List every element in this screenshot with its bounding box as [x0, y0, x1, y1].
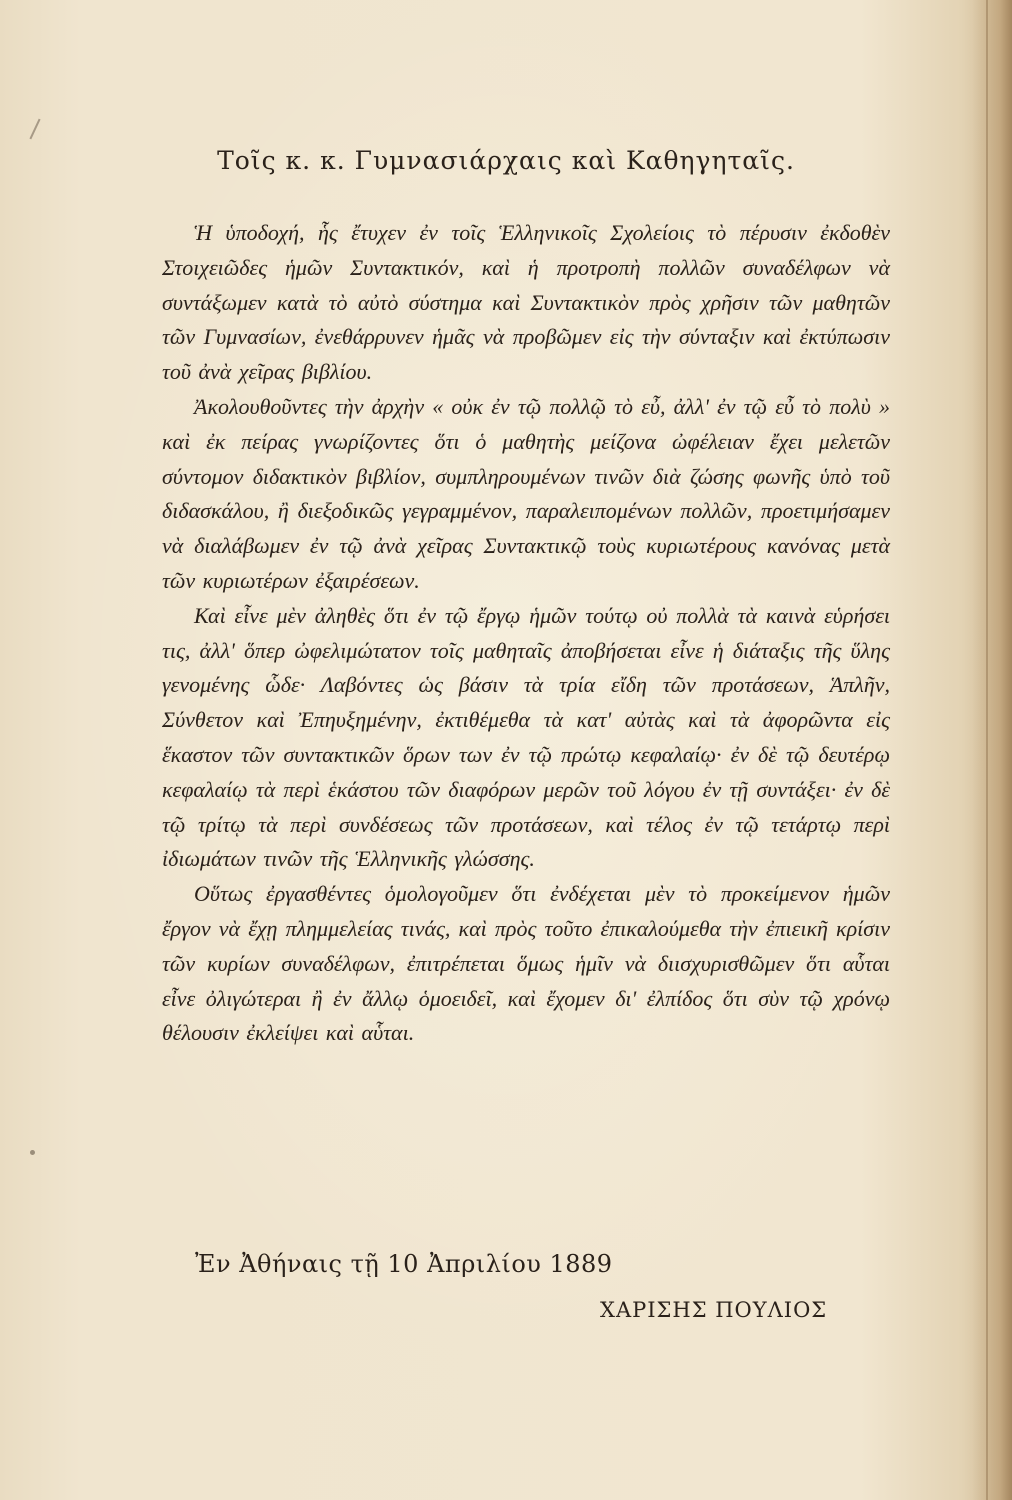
page-fold-line — [986, 0, 988, 1500]
pencil-mark — [29, 119, 40, 140]
paper-speck — [30, 1150, 35, 1155]
page-edge-shadow — [972, 0, 1012, 1500]
author-signature: ΧΑΡΙΣΗΣ ΠΟΥΛΙΟΣ — [600, 1298, 828, 1322]
paragraph-3: Καὶ εἶνε μὲν ἀληθὲς ὅτι ἐν τῷ ἔργῳ ἡμῶν τούτῳ οὐ πολλὰ τὰ καινὰ εὑρήσει τις, ἀλλ' ὅπερ ὠφελιμώτατον τοῖς μαθηταῖς ἀποβήσεται εἶνε ἡ διάταξις τῆς ὕλης γενομένης ὧδε· Λαβόντες ὡς βάσιν τὰ τρία εἴδη τῶν προτάσεων, Ἁπλῆν, Σύνθετον καὶ Ἐπηυξημένην, ἐκτιθέμεθα τὰ κατ' αὐτὰς καὶ τὰ ἀφορῶντα εἰς ἕκαστον τῶν συντακτικῶν ὅρων των ἐν τῷ πρώτῳ κεφαλαίῳ· ἐν δὲ τῷ δευτέρῳ κεφαλαίῳ τὰ περὶ ἑκάστου τῶν διαφόρων μερῶν τοῦ λόγου ἐν τῇ συντάξει· ἐν δὲ τῷ τρίτῳ τὰ περὶ συνδέσεως τῶν προτάσεων, καὶ τέλος ἐν τῷ τετάρτῳ περὶ ἰδιωμάτων τινῶν τῆς Ἑλληνικῆς γλώσσης. — [162, 602, 890, 872]
preface-body — [162, 216, 890, 1051]
paragraph-4: Οὕτως ἐργασθέντες ὁμολογοῦμεν ὅτι ἐνδέχεται μὲν τὸ προκείμενον ἡμῶν ἔργον νὰ ἔχῃ πλημμελείας τινάς, καὶ πρὸς τοῦτο ἐπικαλούμεθα τὴν ἐπιεικῆ κρίσιν τῶν κυρίων συναδέλφων, ἐπιτρέπεται ὅμως ἡμῖν νὰ διισχυρισθῶμεν ὅτι αὗται εἶνε ὀλιγώτεραι ἢ ἐν ἄλλῳ ὁμοειδεῖ, καὶ ἔχομεν δι' ἐλπίδος ὅτι σὺν τῷ χρόνῳ θέλουσιν ἐκλείψει καὶ αὗται. — [162, 881, 890, 1046]
page-heading: Τοῖς κ. κ. Γυμνασιάρχαις καὶ Καθηγηταῖς. — [217, 146, 795, 175]
paragraph-2: Ἀκολουθοῦντες τὴν ἀρχὴν « οὐκ ἐν τῷ πολλῷ τὸ εὖ, ἀλλ' ἐν τῷ εὖ τὸ πολὺ » καὶ ἐκ πείρας γνωρίζοντες ὅτι ὁ μαθητὴς μείζονα ὠφέλειαν ἔχει μελετῶν σύντομον διδακτικὸν βιβλίον, συμπληρουμένων τινῶν διὰ ζώσης φωνῆς ὑπὸ τοῦ διδασκάλου, ἢ διεξοδικῶς γεγραμμένον, παραλειπομένων πολλῶν, προετιμήσαμεν νὰ διαλάβωμεν ἐν τῷ ἀνὰ χεῖρας Συντακτικῷ τοὺς κυριωτέρους κανόνας μετὰ τῶν κυριωτέρων ἐξαιρέσεων. — [162, 393, 890, 593]
paragraph-1: Ἡ ὑποδοχή, ἧς ἔτυχεν ἐν τοῖς Ἑλληνικοῖς Σχολείοις τὸ πέρυσιν ἐκδοθὲν Στοιχειῶδες ἡμῶν Συντακτικόν, καὶ ἡ προτροπὴ πολλῶν συναδέλφων νὰ συντάξωμεν κατὰ τὸ αὐτὸ σύστημα καὶ Συντακτικὸν πρὸς χρῆσιν τῶν μαθητῶν τῶν Γυμνασίων, ἐνεθάρρυνεν ἡμᾶς νὰ προβῶμεν εἰς τὴν σύνταξιν καὶ ἐκτύπωσιν τοῦ ἀνὰ χεῖρας βιβλίου. — [162, 220, 890, 385]
dateline: Ἐν Ἀθήναις τῇ 10 Ἀπριλίου 1889 — [195, 1250, 613, 1278]
